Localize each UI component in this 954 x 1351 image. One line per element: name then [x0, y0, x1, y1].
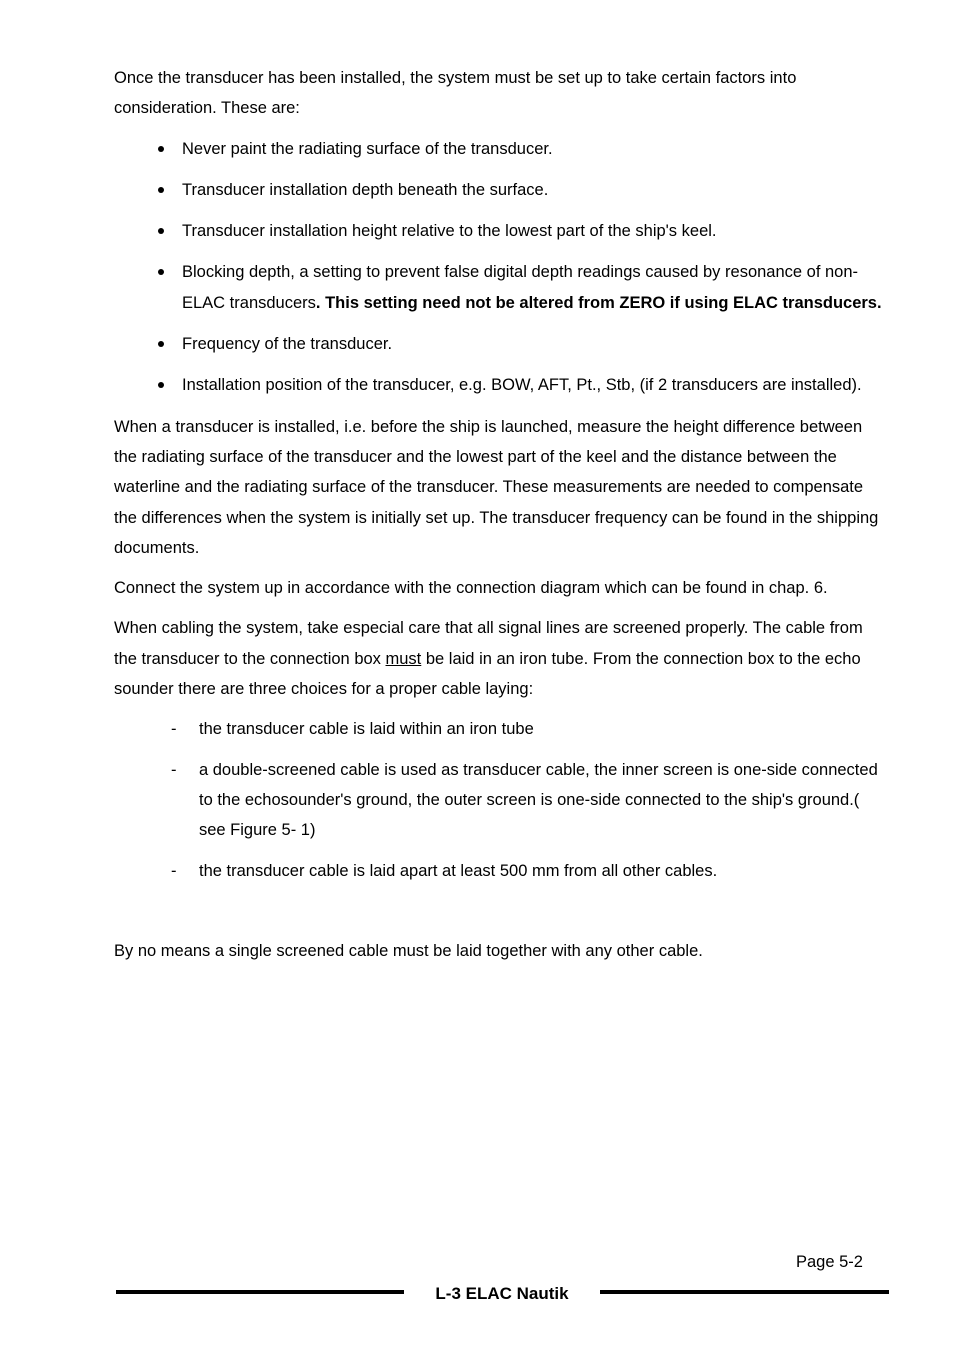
- final-paragraph: By no means a single screened cable must be laid together with any other cable.: [114, 941, 703, 960]
- list-item-text: the transducer cable is laid within an iron tube: [199, 720, 534, 739]
- list-item-text: Transducer installation depth beneath the surface.: [182, 180, 549, 199]
- cabling-underlined-word: must: [385, 649, 422, 668]
- list-item: [114, 370, 884, 400]
- dash-marker: -: [171, 861, 177, 880]
- page-number: Page 5-2: [796, 1253, 863, 1271]
- connect-paragraph: Connect the system up in accordance with the connection diagram which can be found in chap. 6.: [114, 579, 828, 598]
- list-item-text: Frequency of the transducer.: [182, 335, 393, 354]
- document-body: [114, 63, 884, 976]
- cabling-paragraph: [114, 613, 884, 704]
- bullet-icon: [158, 341, 164, 347]
- intro-paragraph: Once the transducer has been installed, the system must be set up to take certain factors into consideration. These are:: [114, 69, 797, 118]
- list-item-text: Never paint the radiating surface of the transducer.: [182, 139, 553, 158]
- list-item: [114, 856, 884, 886]
- dash-marker: -: [171, 760, 177, 779]
- list-item: [114, 755, 884, 846]
- bullet-icon: [158, 228, 164, 234]
- bullet-icon: [158, 382, 164, 388]
- list-item-text: the transducer cable is laid apart at least 500 mm from all other cables.: [199, 861, 718, 880]
- bullet-icon: [158, 269, 164, 275]
- list-item-text: Installation position of the transducer, e.g. BOW, AFT, Pt., Stb, (if 2 transducers are installed).: [182, 376, 862, 395]
- cable-choices-list: [114, 714, 884, 885]
- dash-marker: -: [171, 720, 177, 739]
- list-item: [114, 216, 884, 246]
- list-item: [114, 175, 884, 205]
- cabling-text-before: When cabling the system, take especial care that all signal lines are screened properly. The cable from the transducer to the connection box: [114, 619, 863, 668]
- measure-paragraph: When a transducer is installed, i.e. before the ship is launched, measure the height difference between the radiating surface of the transducer and the lowest part of the keel and the distance between the waterline and the radiating surface of the transducer. These measurements are needed to compensate the differences when the system is initially set up. The transducer frequency can be found in the shipping documents.: [114, 417, 879, 557]
- list-item: [114, 257, 884, 318]
- bullet-icon: [158, 187, 164, 193]
- setup-factors-list: [114, 134, 884, 401]
- list-item: [114, 329, 884, 359]
- list-item: [114, 134, 884, 164]
- cabling-text-after: be laid in an iron tube. From the connection box to the echo sounder there are three choices for a proper cable laying:: [114, 649, 861, 699]
- list-item: [114, 714, 884, 744]
- list-item-bold-note: . This setting need not be altered from ZERO if using ELAC transducers.: [315, 293, 882, 312]
- list-item-text: Transducer installation height relative to the lowest part of the ship's keel.: [182, 222, 717, 241]
- list-item-text: a double-screened cable is used as transducer cable, the inner screen is one-side connected to the echosounder's ground, the outer screen is one-side connected to the ship's ground.( see Figure 5- 1): [199, 760, 878, 840]
- bullet-icon: [158, 146, 164, 152]
- spacer: [114, 896, 884, 936]
- list-item-text: Blocking depth, a setting to prevent false digital depth readings caused by resonance of non-ELAC transducers: [182, 263, 859, 312]
- footer-rule-right: [600, 1290, 889, 1294]
- footer-rule-left: [116, 1290, 404, 1294]
- footer-brand: L-3 ELAC Nautik: [435, 1284, 569, 1303]
